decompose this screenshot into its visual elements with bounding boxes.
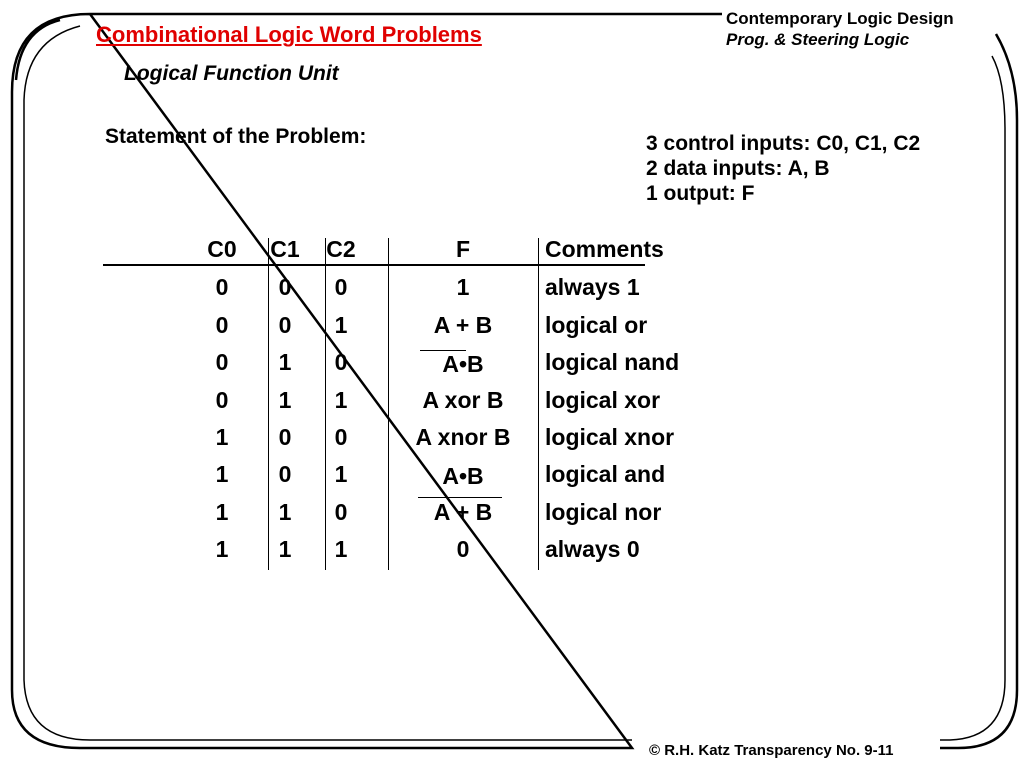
nand-overbar	[420, 350, 466, 351]
cell-c0: 0	[215, 387, 229, 413]
slide-subtitle: Logical Function Unit	[124, 62, 339, 85]
cell-c0: 1	[215, 499, 229, 525]
nor-overbar	[418, 497, 502, 498]
cell-c2: 1	[334, 536, 348, 562]
cell-c2: 0	[334, 274, 348, 300]
cell-c1: 0	[278, 424, 292, 450]
cell-c1: 0	[278, 274, 292, 300]
course-header-section: Prog. & Steering Logic	[726, 30, 910, 49]
cell-c0: 1	[215, 536, 229, 562]
cell-c2: 0	[334, 499, 348, 525]
cell-comment: logical or	[545, 312, 648, 338]
problem-statement-heading: Statement of the Problem:	[105, 125, 367, 148]
slide-footer: © R.H. Katz Transparency No. 9-11	[643, 742, 899, 759]
cell-comment: logical nor	[545, 499, 662, 525]
cell-c0: 0	[215, 349, 229, 375]
column-header: C1	[270, 236, 300, 262]
cell-comment: logical nand	[545, 349, 680, 375]
cell-c1: 1	[278, 536, 292, 562]
cell-c0: 1	[215, 424, 229, 450]
cell-c2: 0	[334, 424, 348, 450]
slide-title: Combinational Logic Word Problems	[96, 22, 482, 47]
spec-line: 1 output: F	[646, 182, 755, 205]
cell-c1: 1	[278, 387, 292, 413]
column-header: C0	[207, 236, 237, 262]
column-header: Comments	[545, 236, 664, 262]
cell-c0: 0	[215, 274, 229, 300]
cell-c0: 1	[215, 461, 229, 487]
cell-f: A + B	[433, 499, 493, 525]
cell-c1: 1	[278, 349, 292, 375]
column-header: C2	[326, 236, 356, 262]
cell-c2: 0	[334, 349, 348, 375]
spec-line: 2 data inputs: A, B	[646, 157, 830, 180]
course-header-title: Contemporary Logic Design	[726, 9, 954, 28]
cell-f: A xor B	[422, 387, 504, 413]
column-divider	[268, 238, 269, 570]
cell-f: 0	[456, 536, 470, 562]
header-rule	[103, 264, 645, 266]
cell-f: A•B	[442, 463, 484, 489]
cell-c2: 1	[334, 461, 348, 487]
cell-comment: logical xnor	[545, 424, 675, 450]
cell-c1: 1	[278, 499, 292, 525]
cell-f: A xnor B	[415, 424, 511, 450]
course-header	[726, 8, 954, 50]
cell-c1: 0	[278, 461, 292, 487]
cell-comment: always 0	[545, 536, 640, 562]
cell-f: A•B	[442, 351, 484, 377]
cell-c2: 1	[334, 387, 348, 413]
problem-specs	[646, 131, 920, 206]
cell-c1: 0	[278, 312, 292, 338]
cell-comment: logical and	[545, 461, 666, 487]
spec-line: 3 control inputs: C0, C1, C2	[646, 132, 921, 155]
cell-c0: 0	[215, 312, 229, 338]
cell-f: 1	[456, 274, 470, 300]
cell-comment: always 1	[545, 274, 640, 300]
cell-f: A + B	[433, 312, 493, 338]
column-divider	[538, 238, 539, 570]
cell-c2: 1	[334, 312, 348, 338]
column-header: F	[455, 236, 471, 262]
cell-comment: logical xor	[545, 387, 661, 413]
